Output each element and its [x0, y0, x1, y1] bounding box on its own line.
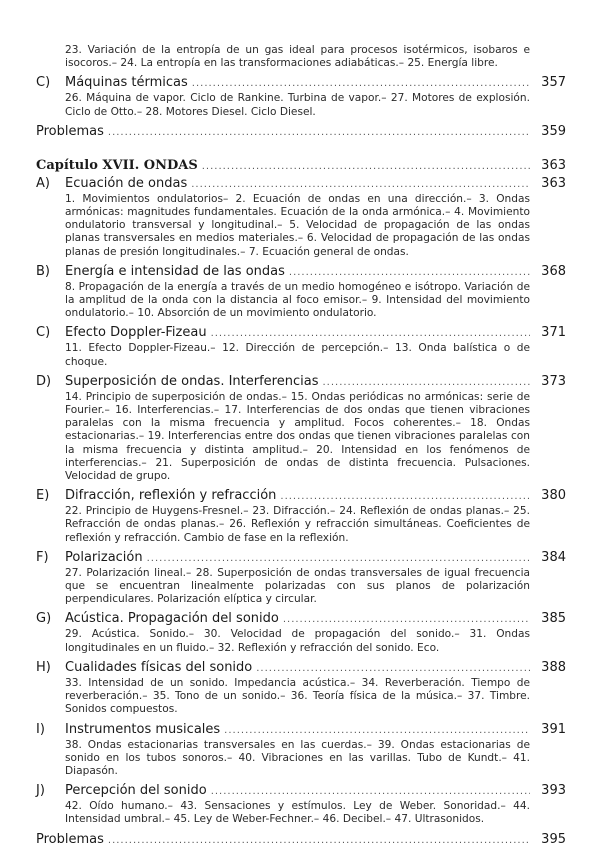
table-of-contents: [36, 44, 566, 853]
dot-leader: [211, 786, 530, 797]
dot-leader: [224, 725, 530, 736]
section-title: Ecuación de ondas: [65, 175, 188, 191]
section-description: 33. Intensidad de un sonido. Impedancia acústica.– 34. Reverberación. Tiempo de reverberación.– 35. Tono de un sonido.– 36. Teoría física de la música.– 37. Timbre. Sonidos compuestos.: [65, 676, 530, 716]
toc-entry-problemas-prev[interactable]: [36, 124, 566, 142]
dot-leader: [280, 491, 530, 502]
page-number: 363: [541, 175, 566, 191]
section-letter: A): [36, 175, 50, 191]
section-title: Problemas: [36, 123, 104, 139]
toc-section-g: [36, 611, 566, 654]
chapter-title: Capítulo XVII. ONDAS: [36, 157, 198, 173]
toc-entry[interactable]: [36, 264, 566, 281]
dot-leader: [191, 179, 530, 190]
dot-leader: [289, 267, 530, 278]
toc-section-b: [36, 264, 566, 321]
section-letter: E): [36, 488, 50, 504]
page-number: 371: [541, 325, 566, 341]
toc-section-f: [36, 550, 566, 607]
toc-entry[interactable]: [36, 488, 566, 505]
dot-leader: [147, 553, 530, 564]
section-description: 22. Principio de Huygens-Fresnel.– 23. Difracción.– 24. Reflexión de ondas planas.– 25. Refracción de ondas planas.– 26. Reflexión y refracción simultáneas. Coeficientes de reflexión y refracción. Cambio de fase en la reflexión.: [65, 505, 530, 544]
section-letter: C): [36, 325, 51, 341]
toc-section-a: [36, 176, 566, 259]
page-number: 368: [541, 263, 566, 279]
section-title: Máquinas térmicas: [65, 75, 188, 91]
toc-section-e: [36, 488, 566, 545]
dot-leader: [192, 78, 530, 89]
section-description: 38. Ondas estacionarias transversales en las cuerdas.– 39. Ondas estacionarias de sonido en los tubos sonoros.– 40. Vibraciones en las varillas. Tubo de Kundt.– 41. Diapasón.: [65, 738, 530, 777]
toc-entry[interactable]: [36, 176, 566, 193]
section-letter: H): [36, 659, 51, 675]
toc-section-c: [36, 325, 566, 368]
dot-leader: [283, 614, 530, 625]
section-title: Instrumentos musicales: [65, 721, 221, 737]
section-description: 29. Acústica. Sonido.– 30. Velocidad de propagación del sonido.– 31. Ondas longitudinales en un fluido.– 32. Reflexión y refracción del sonido. Eco.: [65, 628, 530, 654]
dot-leader: [211, 328, 530, 339]
section-title: Polarización: [65, 549, 143, 565]
toc-entry[interactable]: [36, 660, 566, 677]
page-number: 373: [541, 373, 566, 389]
section-title: Acústica. Propagación del sonido: [65, 611, 279, 627]
section-title: Cualidades físicas del sonido: [65, 659, 253, 675]
section-letter: B): [36, 263, 50, 279]
page-number: 380: [541, 488, 566, 504]
section-letter: D): [36, 373, 52, 389]
toc-entry[interactable]: [36, 75, 566, 92]
toc-entry[interactable]: [36, 783, 566, 800]
page-number: 363: [541, 157, 566, 173]
page-number: 391: [541, 721, 566, 737]
toc-section-h: [36, 660, 566, 717]
section-description: 26. Máquina de vapor. Ciclo de Rankine. Turbina de vapor.– 27. Motores de explosión. Ciclo de Otto.– 28. Motores Diesel. Ciclo Diesel.: [65, 92, 530, 118]
section-description: 42. Oído humano.– 43. Sensaciones y estímulos. Ley de Weber. Sonoridad.– 44. Intensidad umbral.– 45. Ley de Weber-Fechner.– 46. Decibel.– 47. Ultrasonidos.: [65, 800, 530, 826]
section-title: Energía e intensidad de las ondas: [65, 263, 285, 279]
section-description: 14. Principio de superposición de ondas.– 15. Ondas periódicas no armónicas: serie de Fourier.– 16. Interferencias.– 17. Interferencias de dos ondas que tienen vibraciones paralelas con la misma frecuencia y amplitud. Focos coherentes.– 18. Ondas estacionarias.– 19. Interferencias entre dos ondas que tienen vibraciones paralelas con la misma frecuencia y distinta amplitud.– 20. Intensidad en los fenómenos de interferencias.– 21. Superposición de ondas de distinta frecuencia. Pulsaciones. Velocidad de grupo.: [65, 390, 530, 483]
section-letter: G): [36, 611, 52, 627]
dot-leader: [202, 161, 530, 172]
toc-section-i: [36, 722, 566, 779]
section-description: 1. Movimientos ondulatorios– 2. Ecuación de ondas en una dirección.– 3. Ondas armónicas: magnitudes fundamentales. Ecuación de la onda armónica.– 4. Movimiento ondulatorio transversal y longitudinal.– 5. Velocidad de propagación de las ondas planas transversales en medios materiales.– 6. Velocidad de propagación de las ondas planas de presión longitudinales.– 7. Ecuación general de ondas.: [65, 192, 530, 258]
chapter-heading[interactable]: [36, 158, 566, 175]
toc-entry[interactable]: [36, 550, 566, 567]
section-letter: J): [36, 783, 45, 799]
toc-entry[interactable]: [36, 611, 566, 628]
page-number: 395: [541, 831, 566, 847]
toc-entry[interactable]: [36, 325, 566, 342]
page-number: 385: [541, 611, 566, 627]
page-number: 388: [541, 659, 566, 675]
page-number: 393: [541, 783, 566, 799]
section-title: Efecto Doppler-Fizeau: [65, 325, 207, 341]
dot-leader: [256, 663, 530, 674]
section-title: Percepción del sonido: [65, 783, 207, 799]
dot-leader: [322, 377, 530, 388]
toc-section-maquinas-termicas: [36, 75, 566, 118]
dot-leader: [108, 127, 530, 138]
section-letter: C): [36, 75, 51, 91]
section-letter: I): [36, 721, 45, 737]
toc-section-d: [36, 374, 566, 483]
toc-entry[interactable]: [36, 722, 566, 739]
toc-section-j: [36, 783, 566, 826]
section-description: 23. Variación de la entropía de un gas ideal para procesos isotérmicos, isobaros e isocoros.– 24. La entropía en las transformaciones adiabáticas.– 25. Energía libre.: [65, 44, 530, 70]
toc-intro-description: [36, 44, 566, 70]
section-description: 8. Propagación de la energía a través de un medio homogéneo e isótropo. Variación de la amplitud de la onda con la distancia al foco emisor.– 9. Intensidad del movimiento ondulatorio.– 10. Absorción de un movimiento ondulatorio.: [65, 280, 530, 320]
page-number: 384: [541, 549, 566, 565]
page-number: 359: [541, 123, 566, 139]
section-title: Problemas: [36, 831, 104, 847]
section-letter: F): [36, 549, 49, 565]
toc-entry[interactable]: [36, 374, 566, 391]
section-title: Superposición de ondas. Interferencias: [65, 373, 319, 389]
page-number: 357: [541, 75, 566, 91]
section-description: 11. Efecto Doppler-Fizeau.– 12. Dirección de percepción.– 13. Onda balística o de choque.: [65, 342, 530, 368]
toc-entry-problemas[interactable]: [36, 832, 566, 850]
section-description: 27. Polarización lineal.– 28. Superposición de ondas transversales de igual frecuencia que se encuentran linealmente polarizadas con sus planos de polarización perpendiculares. Polarización elíptica y circular.: [65, 566, 530, 606]
section-title: Difracción, reflexión y refracción: [65, 488, 277, 504]
dot-leader: [108, 835, 530, 846]
